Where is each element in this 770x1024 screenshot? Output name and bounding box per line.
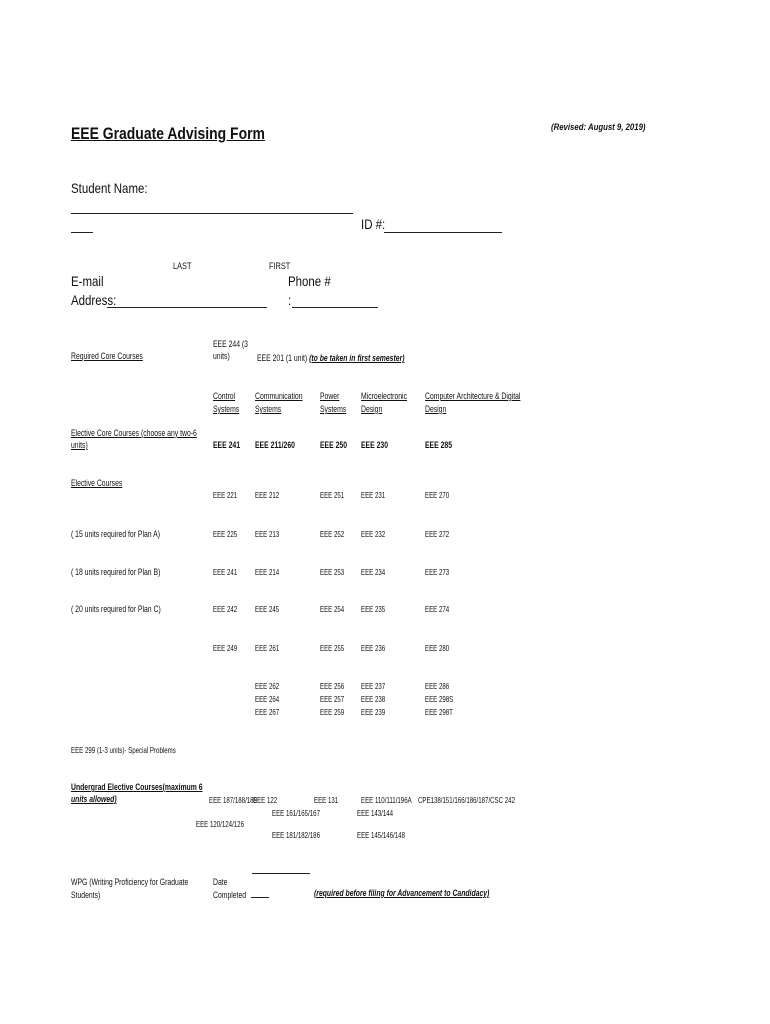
wpg-note: (required before filing for Advancement to Candidacy) bbox=[314, 888, 490, 899]
undergrad-course: EEE 187/188/189 bbox=[209, 795, 257, 805]
elective-course: EEE 274 bbox=[425, 604, 450, 614]
elective-course: EEE 255 bbox=[320, 643, 345, 653]
elective-courses-label: Elective Courses bbox=[71, 478, 123, 489]
email-label: E-mail bbox=[71, 273, 104, 289]
required-core-label: Required Core Courses bbox=[71, 351, 143, 362]
elective-course: EEE 242 bbox=[213, 604, 238, 614]
phone-label: Phone # bbox=[288, 273, 331, 289]
required-course-201: EEE 201 (1 unit) (to be taken in first semester) bbox=[257, 353, 405, 364]
area-header-microelectronic: Microelectronic Design bbox=[361, 391, 408, 415]
elective-course: EEE 232 bbox=[361, 529, 386, 539]
plan-b-label: ( 18 units required for Plan B) bbox=[71, 567, 161, 578]
elective-course: EEE 212 bbox=[255, 490, 280, 500]
area-header-communication: Communication Systems bbox=[255, 391, 303, 415]
wpg-signature-field[interactable] bbox=[252, 873, 310, 874]
undergrad-course: EEE 110/111/196A bbox=[361, 795, 412, 805]
wpg-label: WPG (Writing Proficiency for Graduate Students) bbox=[71, 877, 189, 901]
elective-course: EEE 214 bbox=[255, 567, 280, 577]
undergrad-course: EEE 181/182/186 bbox=[272, 830, 320, 840]
student-name-field[interactable] bbox=[71, 213, 353, 214]
elective-course: EEE 261 bbox=[255, 643, 280, 653]
elective-course: EEE 245 bbox=[255, 604, 280, 614]
phone-field[interactable] bbox=[292, 307, 378, 308]
undergrad-course: EEE 131 bbox=[314, 795, 339, 805]
undergrad-course: EEE 161/165/167 bbox=[272, 808, 320, 818]
first-name-caption: FIRST bbox=[269, 261, 291, 271]
elective-course: EEE 249 bbox=[213, 643, 238, 653]
undergrad-course: CPE138/151/166/186/187/CSC 242 bbox=[418, 795, 515, 805]
area-header-control: Control Systems bbox=[213, 391, 240, 415]
wpg-date-field[interactable] bbox=[251, 897, 269, 898]
elective-course: EEE 241 bbox=[213, 567, 238, 577]
elective-course: EEE 251 bbox=[320, 490, 345, 500]
phone-label-colon: : bbox=[288, 292, 292, 308]
elective-course: EEE 254 bbox=[320, 604, 345, 614]
required-course-201-note: (to be taken in first semester) bbox=[309, 353, 405, 364]
elective-course: EEE 221 bbox=[213, 490, 238, 500]
undergrad-electives-label: Undergrad Elective Courses(maximum 6 units allowed) bbox=[71, 782, 203, 805]
elective-course: EEE 252 bbox=[320, 529, 345, 539]
form-title: EEE Graduate Advising Form bbox=[71, 124, 265, 143]
id-field[interactable] bbox=[384, 232, 502, 233]
elective-course-stack-microelectronic: EEE 237 EEE 238 EEE 239 bbox=[361, 681, 386, 717]
last-name-caption: LAST bbox=[173, 261, 192, 271]
plan-c-label: ( 20 units required for Plan C) bbox=[71, 604, 161, 615]
elective-course: EEE 236 bbox=[361, 643, 386, 653]
student-name-label: Student Name: bbox=[71, 180, 148, 196]
elective-core-microelectronic: EEE 230 bbox=[361, 440, 388, 451]
area-header-power: Power Systems bbox=[320, 391, 347, 415]
elective-course: EEE 235 bbox=[361, 604, 386, 614]
elective-course: EEE 234 bbox=[361, 567, 386, 577]
elective-course: EEE 213 bbox=[255, 529, 280, 539]
elective-core-power: EEE 250 bbox=[320, 440, 347, 451]
undergrad-course: EEE 145/146/148 bbox=[357, 830, 405, 840]
elective-course: EEE 273 bbox=[425, 567, 450, 577]
required-course-244: EEE 244 (3 bbox=[213, 339, 248, 350]
email-label-address: Address: bbox=[71, 292, 117, 308]
student-name-field-cont[interactable] bbox=[71, 232, 93, 233]
wpg-date-label: Date Completed bbox=[213, 877, 247, 901]
plan-a-label: ( 15 units required for Plan A) bbox=[71, 529, 160, 540]
required-course-244-units: units) bbox=[213, 351, 230, 362]
elective-core-control: EEE 241 bbox=[213, 440, 240, 451]
elective-course: EEE 270 bbox=[425, 490, 450, 500]
elective-course-stack-power: EEE 256 EEE 257 EEE 259 bbox=[320, 681, 345, 717]
special-problems-label: EEE 299 (1-3 units)- Special Problems bbox=[71, 745, 176, 755]
id-label: ID #: bbox=[361, 216, 386, 232]
elective-core-computer-arch: EEE 285 bbox=[425, 440, 452, 451]
elective-course: EEE 280 bbox=[425, 643, 450, 653]
revised-date: (Revised: August 9, 2019) bbox=[551, 122, 646, 133]
undergrad-course: EEE 120/124/126 bbox=[196, 819, 244, 829]
elective-core-label: Elective Core Courses (choose any two-6 units) bbox=[71, 428, 197, 451]
area-header-computer-arch: Computer Architecture & Digital Design bbox=[425, 391, 521, 415]
elective-course-stack-communication: EEE 262 EEE 264 EEE 267 bbox=[255, 681, 280, 717]
elective-course: EEE 272 bbox=[425, 529, 450, 539]
elective-course: EEE 253 bbox=[320, 567, 345, 577]
elective-course-stack-computer-arch: EEE 286 EEE 298S EEE 298T bbox=[425, 681, 454, 717]
elective-course: EEE 231 bbox=[361, 490, 386, 500]
undergrad-course: EEE 122 bbox=[253, 795, 278, 805]
email-field[interactable] bbox=[107, 307, 267, 308]
elective-course: EEE 225 bbox=[213, 529, 238, 539]
undergrad-course: EEE 143/144 bbox=[357, 808, 394, 818]
elective-core-communication: EEE 211/260 bbox=[255, 440, 295, 451]
